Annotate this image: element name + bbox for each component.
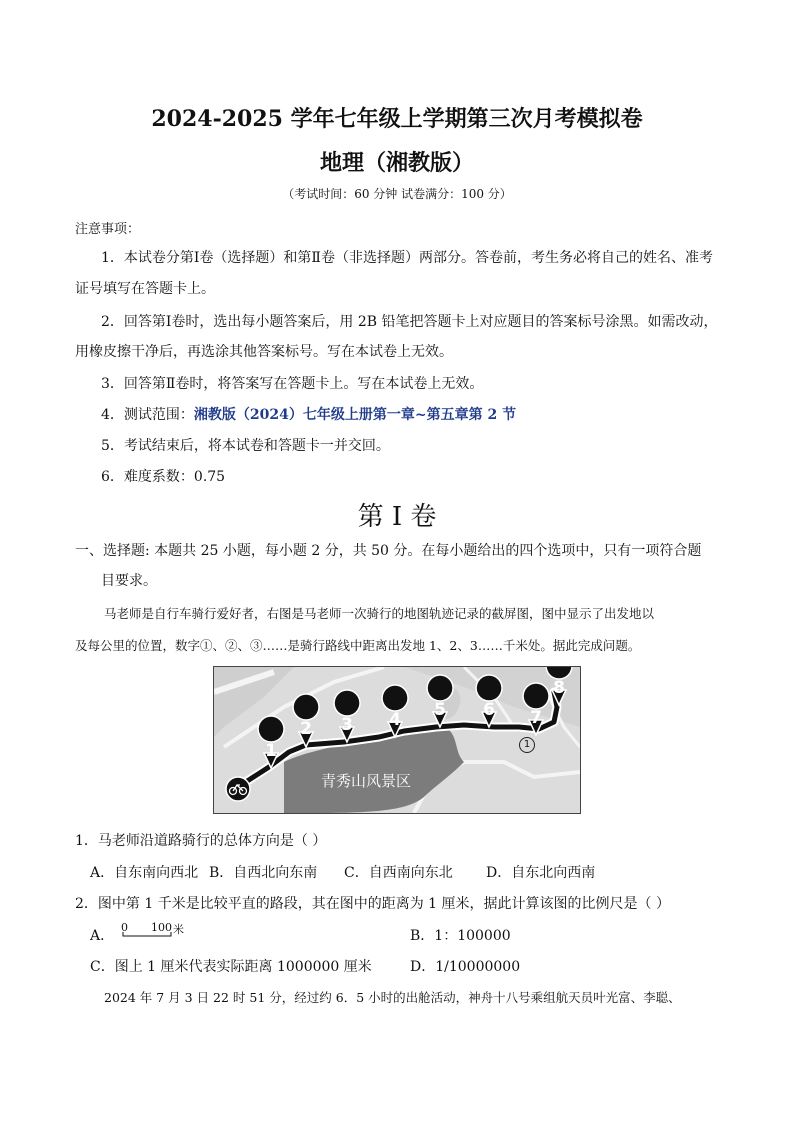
question-2-option-b: B．1：100000 (410, 928, 511, 944)
question-1-option-c: C．自西南向东北 (344, 865, 453, 881)
question-1-option-d: D．自东北向西南 (486, 865, 596, 881)
map-pin-6: 6 (483, 700, 495, 720)
exam-meta: （考试时间：60 分钟 试卷满分：100 分） (282, 187, 512, 201)
cycling-route-map (213, 666, 581, 814)
map-pin-7: 7 (530, 708, 542, 728)
scale-bar-unit: 米 (173, 923, 184, 936)
question-2-option-d: D．1/10000000 (410, 959, 521, 975)
question-2-option-c: C．图上 1 厘米代表实际距离 1000000 厘米 (90, 959, 372, 975)
exam-subtitle: 地理（湘教版） (319, 150, 474, 176)
map-pin-1: 1 (265, 741, 277, 761)
notice-item-2: 2．回答第Ⅰ卷时，选出每小题答案后，用 2B 铅笔把答题卡上对应题目的答案标号涂黑。如需改动， (101, 314, 718, 330)
passage-1-line-1: 马老师是自行车骑行爱好者，右图是马老师一次骑行的地图轨迹记录的截屏图，图中显示了出发地以 (104, 606, 655, 621)
circle-marker-1: 1 (519, 737, 535, 753)
section-title: 第 I 卷 (357, 502, 437, 532)
notice-item-3: 3．回答第Ⅱ卷时，将答案写在答题卡上。写在本试卷上无效。 (101, 376, 484, 392)
notice-item-1-cont: 证号填写在答题卡上。 (75, 281, 215, 297)
section-instructions: 一、选择题: 本题共 25 小题，每小题 2 分，共 50 分。在每小题给出的四个选项中，只有一项符合题 (75, 543, 702, 559)
question-2-stem: 2．图中第 1 千米是比较平直的路段，其在图中的距离为 1 厘米，据此计算该图的比例尺是（ ） (75, 896, 670, 912)
question-1-option-a: A．自东南向西北 (90, 865, 199, 881)
exam-title: 2024-2025 学年七年级上学期第三次月考模拟卷 (151, 106, 643, 132)
map-pin-3: 3 (341, 715, 353, 735)
notice-item-1: 1．本试卷分第Ⅰ卷（选择题）和第Ⅱ卷（非选择题）两部分。答卷前，考生务必将自己的姓名、准考 (101, 250, 713, 266)
notice-item-6: 6．难度系数：0.75 (101, 469, 226, 485)
scale-bar (121, 921, 184, 940)
scale-bar-zero: 0 (121, 921, 128, 934)
scale-bar-value: 100 (151, 921, 172, 934)
notice-item-5: 5．考试结束后，将本试卷和答题卡一并交回。 (101, 438, 390, 454)
question-1-option-b: B．自西北向东南 (209, 865, 318, 881)
passage-2-line-1: 2024 年 7 月 3 日 22 时 51 分，经过约 6．5 小时的出舱活动，神舟十八号乘组航天员叶光富、李聪、 (104, 990, 681, 1005)
notice-item-4 (101, 404, 516, 424)
notice-heading: 注意事项： (75, 222, 141, 237)
scenic-area-label: 青秀山风景区 (321, 772, 412, 790)
notice-item-2-cont: 用橡皮擦干净后，再选涂其他答案标号。写在本试卷上无效。 (75, 344, 453, 360)
question-1-stem: 1．马老师沿道路骑行的总体方向是（ ） (75, 833, 327, 849)
notice-item-4-prefix: 4．测试范围： (101, 407, 194, 423)
map-pin-5: 5 (434, 700, 446, 720)
test-scope: 湘教版（2024）七年级上册第一章~第五章第 2 节 (193, 407, 517, 423)
map-pin-8: 8 (553, 678, 565, 698)
passage-1-line-2: 及每公里的位置，数字①、②、③……是骑行路线中距离出发地 1、2、3……千米处。据此完成问题。 (75, 638, 641, 653)
map-pin-4: 4 (389, 710, 401, 730)
scale-bar-line (121, 924, 181, 940)
map-pin-2: 2 (300, 719, 312, 739)
section-instructions-cont: 目要求。 (101, 573, 157, 589)
question-2-option-a: A． (90, 928, 115, 944)
